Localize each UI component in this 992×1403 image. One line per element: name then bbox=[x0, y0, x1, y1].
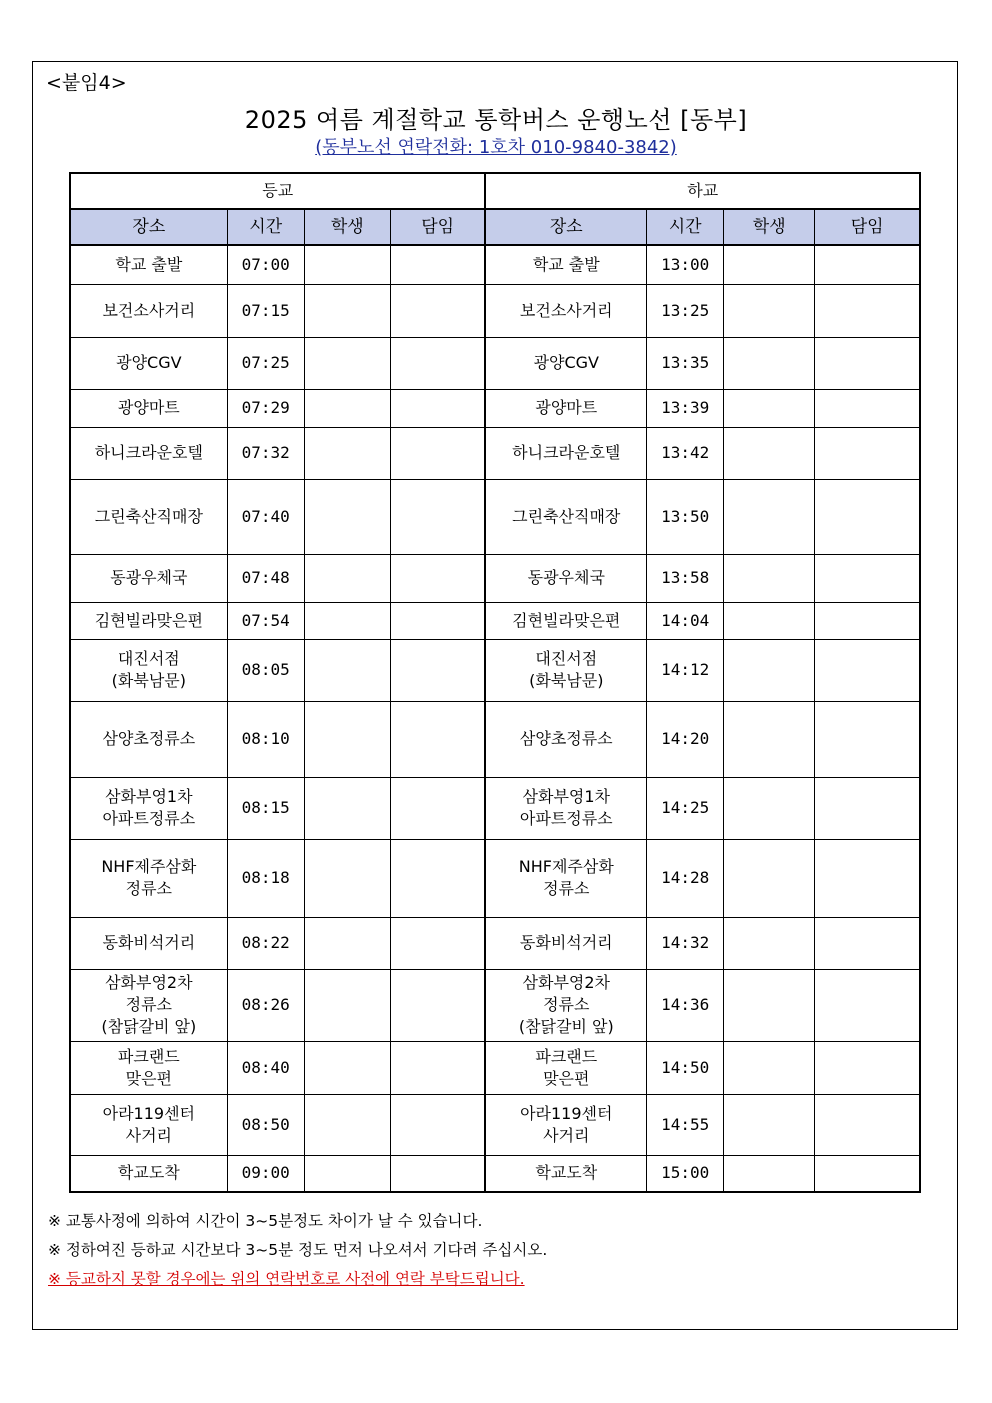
teacher-cell bbox=[815, 777, 920, 839]
place-cell: 그린축산직매장 bbox=[70, 479, 227, 554]
teacher-cell bbox=[815, 245, 920, 284]
teacher-cell bbox=[815, 917, 920, 969]
student-cell bbox=[304, 427, 390, 479]
time-cell: 14:32 bbox=[647, 917, 724, 969]
place-cell: 하니크라운호텔 bbox=[70, 427, 227, 479]
place-cell: 파크랜드 맞은편 bbox=[485, 1041, 646, 1094]
student-cell bbox=[724, 1041, 815, 1094]
group-arrival: 등교 bbox=[70, 173, 485, 209]
time-cell: 14:25 bbox=[647, 777, 724, 839]
student-cell bbox=[304, 479, 390, 554]
student-cell bbox=[724, 969, 815, 1041]
teacher-cell bbox=[815, 554, 920, 602]
student-cell bbox=[304, 245, 390, 284]
table-row bbox=[70, 969, 920, 1041]
place-cell: 동광우체국 bbox=[485, 554, 646, 602]
time-cell: 08:10 bbox=[227, 701, 304, 777]
time-cell: 08:22 bbox=[227, 917, 304, 969]
place-cell: 삼화부영2차 정류소 (참닭갈비 앞) bbox=[485, 969, 646, 1041]
table-row bbox=[70, 1041, 920, 1094]
teacher-cell bbox=[815, 427, 920, 479]
time-cell: 13:39 bbox=[647, 389, 724, 427]
student-cell bbox=[304, 284, 390, 337]
page-title: 2025 여름 계절학교 통학버스 운행노선 [동부] bbox=[244, 106, 748, 134]
place-cell: 학교도착 bbox=[70, 1155, 227, 1192]
time-cell: 14:50 bbox=[647, 1041, 724, 1094]
place-cell: 그린축산직매장 bbox=[485, 479, 646, 554]
student-cell bbox=[724, 427, 815, 479]
student-cell bbox=[724, 554, 815, 602]
teacher-cell bbox=[815, 284, 920, 337]
time-cell: 08:05 bbox=[227, 639, 304, 701]
teacher-cell bbox=[390, 1041, 485, 1094]
student-cell bbox=[304, 1094, 390, 1155]
table-row bbox=[70, 245, 920, 284]
place-cell: 동화비석거리 bbox=[70, 917, 227, 969]
teacher-cell bbox=[390, 1155, 485, 1192]
table-row bbox=[70, 1155, 920, 1192]
time-cell: 07:00 bbox=[227, 245, 304, 284]
time-cell: 14:12 bbox=[647, 639, 724, 701]
place-cell: 하니크라운호텔 bbox=[485, 427, 646, 479]
time-cell: 08:18 bbox=[227, 839, 304, 917]
teacher-cell bbox=[390, 284, 485, 337]
place-cell: 학교 출발 bbox=[70, 245, 227, 284]
student-cell bbox=[304, 602, 390, 639]
teacher-cell bbox=[390, 777, 485, 839]
teacher-cell bbox=[390, 917, 485, 969]
time-cell: 13:42 bbox=[647, 427, 724, 479]
time-cell: 13:00 bbox=[647, 245, 724, 284]
table-row bbox=[70, 602, 920, 639]
student-cell bbox=[724, 917, 815, 969]
time-cell: 14:36 bbox=[647, 969, 724, 1041]
place-cell: 보건소사거리 bbox=[70, 284, 227, 337]
time-cell: 07:15 bbox=[227, 284, 304, 337]
teacher-cell bbox=[815, 701, 920, 777]
note-item: ※ 교통사정에 의하여 시간이 3~5분정도 차이가 날 수 있습니다. bbox=[48, 1212, 483, 1230]
time-cell: 13:50 bbox=[647, 479, 724, 554]
time-cell: 08:40 bbox=[227, 1041, 304, 1094]
table-row bbox=[70, 337, 920, 389]
place-cell: 대진서점 (화북남문) bbox=[70, 639, 227, 701]
teacher-cell bbox=[390, 969, 485, 1041]
student-cell bbox=[304, 1155, 390, 1192]
time-cell: 07:54 bbox=[227, 602, 304, 639]
teacher-cell bbox=[390, 1094, 485, 1155]
teacher-cell bbox=[390, 389, 485, 427]
student-cell bbox=[304, 639, 390, 701]
time-cell: 15:00 bbox=[647, 1155, 724, 1192]
col-student: 학생 bbox=[724, 209, 815, 245]
table-row bbox=[70, 839, 920, 917]
table-row bbox=[70, 917, 920, 969]
time-cell: 14:20 bbox=[647, 701, 724, 777]
bus-schedule-table bbox=[69, 172, 921, 1193]
table-row bbox=[70, 1094, 920, 1155]
table-row bbox=[70, 427, 920, 479]
student-cell bbox=[304, 839, 390, 917]
teacher-cell bbox=[815, 969, 920, 1041]
teacher-cell bbox=[815, 1041, 920, 1094]
teacher-cell bbox=[815, 1155, 920, 1192]
teacher-cell bbox=[815, 337, 920, 389]
place-cell: 김현빌라맞은편 bbox=[485, 602, 646, 639]
student-cell bbox=[724, 701, 815, 777]
place-cell: 삼양초정류소 bbox=[70, 701, 227, 777]
teacher-cell bbox=[815, 479, 920, 554]
teacher-cell bbox=[390, 639, 485, 701]
place-cell: 보건소사거리 bbox=[485, 284, 646, 337]
time-cell: 13:58 bbox=[647, 554, 724, 602]
time-cell: 14:55 bbox=[647, 1094, 724, 1155]
teacher-cell bbox=[390, 701, 485, 777]
student-cell bbox=[724, 1094, 815, 1155]
group-departure: 하교 bbox=[485, 173, 920, 209]
student-cell bbox=[304, 1041, 390, 1094]
student-cell bbox=[724, 337, 815, 389]
place-cell: 대진서점 (화북남문) bbox=[485, 639, 646, 701]
teacher-cell bbox=[390, 245, 485, 284]
place-cell: 광양마트 bbox=[485, 389, 646, 427]
student-cell bbox=[724, 839, 815, 917]
place-cell: NHF제주삼화 정류소 bbox=[485, 839, 646, 917]
place-cell: 아라119센터 사거리 bbox=[485, 1094, 646, 1155]
place-cell: 학교 출발 bbox=[485, 245, 646, 284]
time-cell: 07:40 bbox=[227, 479, 304, 554]
place-cell: 광양CGV bbox=[70, 337, 227, 389]
teacher-cell bbox=[390, 337, 485, 389]
contact-line bbox=[0, 133, 992, 159]
place-cell: 학교도착 bbox=[485, 1155, 646, 1192]
time-cell: 08:15 bbox=[227, 777, 304, 839]
student-cell bbox=[304, 777, 390, 839]
place-cell: 파크랜드 맞은편 bbox=[70, 1041, 227, 1094]
time-cell: 07:29 bbox=[227, 389, 304, 427]
teacher-cell bbox=[815, 839, 920, 917]
time-cell: 07:25 bbox=[227, 337, 304, 389]
time-cell: 08:26 bbox=[227, 969, 304, 1041]
time-cell: 14:04 bbox=[647, 602, 724, 639]
time-cell: 07:48 bbox=[227, 554, 304, 602]
table-row bbox=[70, 554, 920, 602]
student-cell bbox=[724, 284, 815, 337]
teacher-cell bbox=[390, 479, 485, 554]
place-cell: 삼양초정류소 bbox=[485, 701, 646, 777]
col-place: 장소 bbox=[485, 209, 646, 245]
time-cell: 13:35 bbox=[647, 337, 724, 389]
col-time: 시간 bbox=[647, 209, 724, 245]
teacher-cell bbox=[815, 602, 920, 639]
place-cell: 김현빌라맞은편 bbox=[70, 602, 227, 639]
col-teacher: 담임 bbox=[815, 209, 920, 245]
note-item: ※ 정하여진 등하교 시간보다 3~5분 정도 먼저 나오셔서 기다려 주십시오. bbox=[48, 1241, 548, 1259]
place-cell: 광양마트 bbox=[70, 389, 227, 427]
student-cell bbox=[304, 701, 390, 777]
table-row bbox=[70, 284, 920, 337]
teacher-cell bbox=[390, 602, 485, 639]
place-cell: 삼화부영1차 아파트정류소 bbox=[485, 777, 646, 839]
col-time: 시간 bbox=[227, 209, 304, 245]
notes bbox=[48, 1210, 547, 1297]
time-cell: 07:32 bbox=[227, 427, 304, 479]
teacher-cell bbox=[815, 639, 920, 701]
place-cell: 삼화부영1차 아파트정류소 bbox=[70, 777, 227, 839]
teacher-cell bbox=[390, 427, 485, 479]
teacher-cell bbox=[815, 389, 920, 427]
student-cell bbox=[724, 602, 815, 639]
col-student: 학생 bbox=[304, 209, 390, 245]
place-cell: 동화비석거리 bbox=[485, 917, 646, 969]
teacher-cell bbox=[815, 1094, 920, 1155]
place-cell: 동광우체국 bbox=[70, 554, 227, 602]
attachment-label: <붙임4> bbox=[46, 72, 127, 94]
student-cell bbox=[724, 777, 815, 839]
student-cell bbox=[724, 1155, 815, 1192]
student-cell bbox=[304, 969, 390, 1041]
teacher-cell bbox=[390, 554, 485, 602]
time-cell: 09:00 bbox=[227, 1155, 304, 1192]
student-cell bbox=[304, 337, 390, 389]
col-place: 장소 bbox=[70, 209, 227, 245]
student-cell bbox=[724, 639, 815, 701]
student-cell bbox=[304, 389, 390, 427]
time-cell: 14:28 bbox=[647, 839, 724, 917]
student-cell bbox=[304, 917, 390, 969]
place-cell: 삼화부영2차 정류소 (참닭갈비 앞) bbox=[70, 969, 227, 1041]
table-row bbox=[70, 389, 920, 427]
col-teacher: 담임 bbox=[390, 209, 485, 245]
table-row bbox=[70, 639, 920, 701]
table-row bbox=[70, 777, 920, 839]
place-cell: NHF제주삼화 정류소 bbox=[70, 839, 227, 917]
place-cell: 광양CGV bbox=[485, 337, 646, 389]
contact-text: (동부노선 연락전화: 1호차 010-9840-3842) bbox=[315, 137, 677, 158]
student-cell bbox=[724, 479, 815, 554]
place-cell: 아라119센터 사거리 bbox=[70, 1094, 227, 1155]
student-cell bbox=[724, 245, 815, 284]
teacher-cell bbox=[390, 839, 485, 917]
table-row bbox=[70, 479, 920, 554]
time-cell: 08:50 bbox=[227, 1094, 304, 1155]
table-row bbox=[70, 701, 920, 777]
student-cell bbox=[304, 554, 390, 602]
student-cell bbox=[724, 389, 815, 427]
note-item-warning: ※ 등교하지 못할 경우에는 위의 연락번호로 사전에 연락 부탁드립니다. bbox=[48, 1270, 525, 1288]
time-cell: 13:25 bbox=[647, 284, 724, 337]
